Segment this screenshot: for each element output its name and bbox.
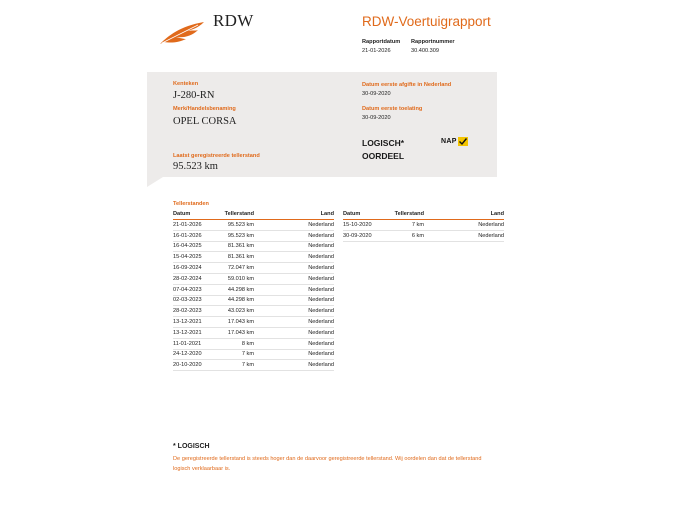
table-row xyxy=(173,306,334,317)
row-land: Nederland xyxy=(478,232,504,239)
report-date-value: 21-01-2026 xyxy=(362,48,391,54)
table-row xyxy=(173,350,334,361)
oordeel-line-1: LOGISCH* xyxy=(362,138,405,148)
header-km: Tellerstand xyxy=(394,211,424,217)
footnote-title: * LOGISCH xyxy=(173,443,210,450)
table-row xyxy=(173,263,334,274)
row-date: 28-02-2023 xyxy=(173,308,202,315)
row-km: 81.361 km xyxy=(227,243,254,250)
row-land: Nederland xyxy=(308,265,334,272)
panel-fold xyxy=(147,177,163,187)
table-row xyxy=(173,220,334,231)
row-date: 07-04-2023 xyxy=(173,286,202,293)
row-date: 02-03-2023 xyxy=(173,297,202,304)
row-km: 6 km xyxy=(411,232,424,239)
readings-table-right xyxy=(343,211,504,242)
header-km: Tellerstand xyxy=(224,211,254,217)
row-km: 43.023 km xyxy=(227,308,254,315)
rdw-brand: RDW xyxy=(213,11,254,30)
table-header xyxy=(343,211,504,220)
header-date: Datum xyxy=(343,211,361,217)
row-date: 20-10-2020 xyxy=(173,362,202,369)
row-km: 95.523 km xyxy=(227,232,254,239)
table-row xyxy=(343,231,504,242)
row-land: Nederland xyxy=(308,275,334,282)
check-icon xyxy=(458,137,468,146)
row-land: Nederland xyxy=(308,362,334,369)
merk-label: Merk/Handelsbenaming xyxy=(173,106,236,112)
report-date-label: Rapportdatum xyxy=(362,39,401,45)
row-date: 16-09-2024 xyxy=(173,265,202,272)
table-row xyxy=(173,252,334,263)
row-km: 44.298 km xyxy=(227,297,254,304)
row-date: 21-01-2026 xyxy=(173,221,202,228)
oordeel-verdict xyxy=(362,137,404,162)
row-km: 17.043 km xyxy=(227,329,254,336)
nap-badge xyxy=(441,136,468,146)
row-km: 7 km xyxy=(241,351,254,358)
row-date: 15-10-2020 xyxy=(343,221,372,228)
table-row xyxy=(173,274,334,285)
oordeel-line-2: OORDEEL xyxy=(362,150,405,161)
header-land: Land xyxy=(320,211,334,217)
merk-value: OPEL CORSA xyxy=(173,116,237,127)
table-row xyxy=(173,328,334,339)
row-date: 13-12-2021 xyxy=(173,319,202,326)
toelating-label: Datum eerste toelating xyxy=(362,106,423,112)
table-row xyxy=(173,360,334,371)
nap-label: NAP xyxy=(441,137,457,145)
row-km: 7 km xyxy=(241,362,254,369)
row-land: Nederland xyxy=(478,221,504,228)
table-row xyxy=(343,220,504,231)
row-land: Nederland xyxy=(308,221,334,228)
table-row xyxy=(173,242,334,253)
report-number-value: 30.400.309 xyxy=(411,48,439,54)
kenteken-value: J-280-RN xyxy=(173,90,215,101)
table-row xyxy=(173,231,334,242)
afgifte-label: Datum eerste afgifte in Nederland xyxy=(362,82,452,88)
row-date: 24-12-2020 xyxy=(173,351,202,358)
row-date: 16-04-2025 xyxy=(173,243,202,250)
report-title: RDW-Voertuigrapport xyxy=(362,14,491,29)
row-date: 13-12-2021 xyxy=(173,329,202,336)
row-land: Nederland xyxy=(308,297,334,304)
row-date: 15-04-2025 xyxy=(173,254,202,261)
row-km: 81.361 km xyxy=(227,254,254,261)
tellerstanden-title: Tellerstanden xyxy=(173,201,209,207)
row-land: Nederland xyxy=(308,254,334,261)
row-km: 59.010 km xyxy=(227,275,254,282)
toelating-value: 30-09-2020 xyxy=(362,115,391,121)
footnote-text: De geregistreerde tellerstand is steeds hoger dan de daarvoor geregistreerde tellerstand. Wij oordelen dan dat de tellerstand logisch verklaarbaar is. xyxy=(173,456,482,472)
row-km: 44.298 km xyxy=(227,286,254,293)
row-land: Nederland xyxy=(308,232,334,239)
table-row xyxy=(173,339,334,350)
table-row xyxy=(173,285,334,296)
row-date: 28-02-2024 xyxy=(173,275,202,282)
row-km: 7 km xyxy=(411,221,424,228)
row-km: 8 km xyxy=(241,340,254,347)
table-row xyxy=(173,296,334,307)
row-date: 11-01-2021 xyxy=(173,340,202,347)
row-land: Nederland xyxy=(308,308,334,315)
readings-table-left xyxy=(173,211,334,371)
row-land: Nederland xyxy=(308,319,334,326)
afgifte-value: 30-09-2020 xyxy=(362,91,391,97)
row-land: Nederland xyxy=(308,340,334,347)
tellerstand-value: 95.523 km xyxy=(173,161,218,172)
row-km: 95.523 km xyxy=(227,221,254,228)
header-date: Datum xyxy=(173,211,191,217)
row-land: Nederland xyxy=(308,329,334,336)
row-land: Nederland xyxy=(308,351,334,358)
table-header xyxy=(173,211,334,220)
row-km: 17.043 km xyxy=(227,319,254,326)
report-number-label: Rapportnummer xyxy=(411,39,455,45)
row-date: 16-01-2026 xyxy=(173,232,202,239)
header-land: Land xyxy=(490,211,504,217)
row-land: Nederland xyxy=(308,286,334,293)
table-row xyxy=(173,317,334,328)
row-date: 30-09-2020 xyxy=(343,232,372,239)
tellerstand-label: Laatst geregistreerde tellerstand xyxy=(173,153,260,159)
rdw-logo-icon xyxy=(158,18,208,46)
row-land: Nederland xyxy=(308,243,334,250)
kenteken-label: Kenteken xyxy=(173,81,199,87)
row-km: 72.047 km xyxy=(227,265,254,272)
